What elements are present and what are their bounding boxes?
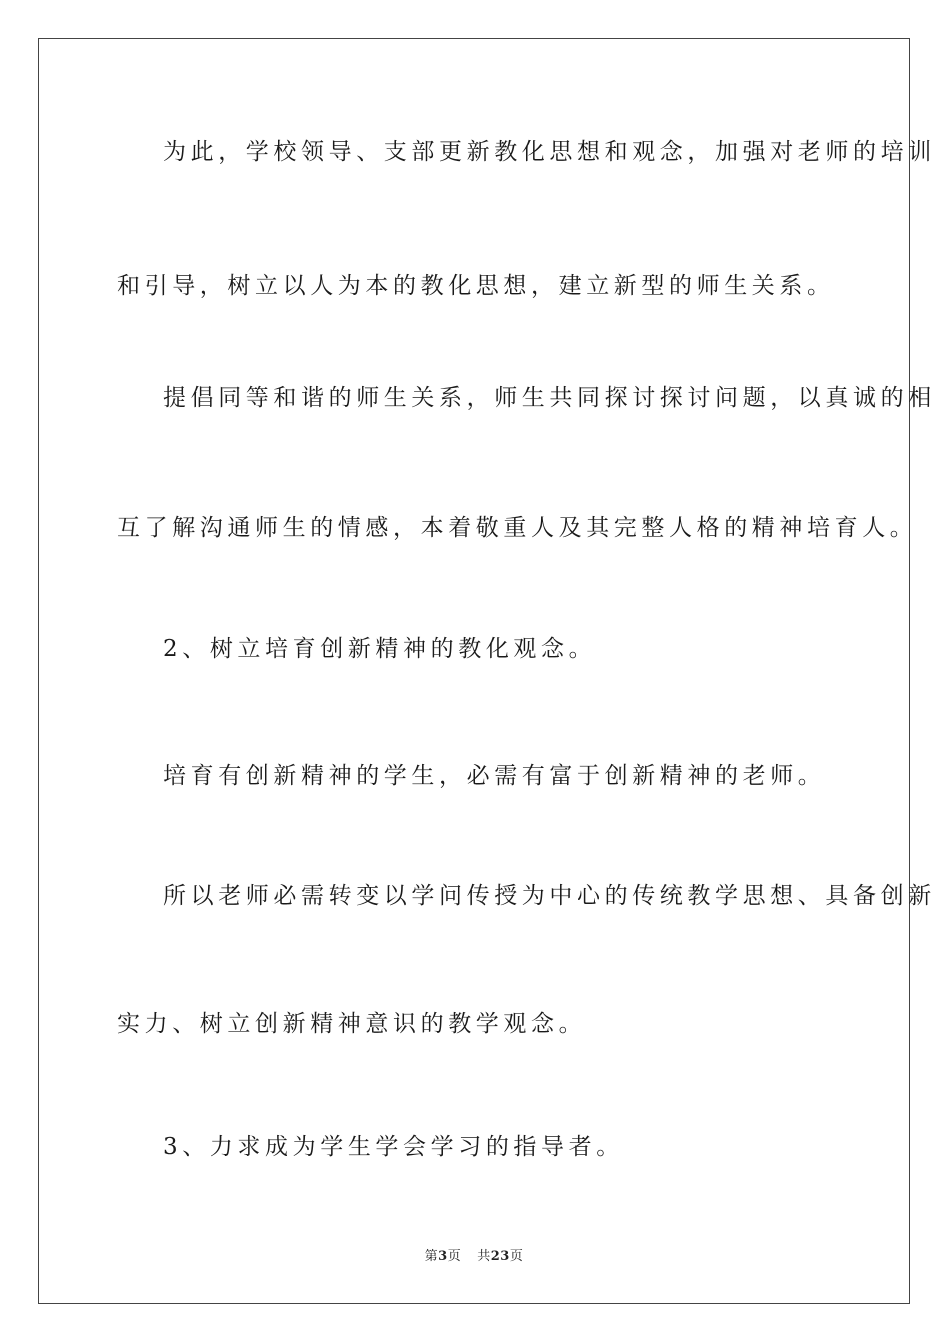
total-pages-number: 23: [490, 1249, 510, 1264]
total-prefix: 共: [477, 1249, 491, 1264]
page-suffix: 页: [447, 1249, 462, 1264]
paragraph-line-4: 互了解沟通师生的情感，本着敬重人及其完整人格的精神培育人。: [117, 515, 918, 541]
paragraph-line-9: 3、力求成为学生学会学习的指导者。: [163, 1134, 624, 1160]
current-page-number: 3: [438, 1249, 448, 1264]
paragraph-line-8: 实力、树立创新精神意识的教学观念。: [117, 1011, 587, 1037]
paragraph-line-6: 培育有创新精神的学生，必需有富于创新精神的老师。: [163, 763, 826, 789]
paragraph-line-1: 为此，学校领导、支部更新教化思想和观念，加强对老师的培训: [163, 139, 936, 165]
paragraph-line-2: 和引导，树立以人为本的教化思想，建立新型的师生关系。: [117, 273, 835, 299]
paragraph-line-3: 提倡同等和谐的师生关系，师生共同探讨探讨问题，以真诚的相: [163, 385, 936, 411]
page-frame: [38, 38, 936, 1304]
paragraph-line-7: 所以老师必需转变以学问传授为中心的传统教学思想、具备创新: [163, 883, 936, 909]
page-prefix: 第: [424, 1249, 439, 1264]
page-footer: [39, 1248, 909, 1266]
total-suffix: 页: [509, 1249, 524, 1264]
paragraph-line-5: 2、树立培育创新精神的教化观念。: [163, 636, 597, 662]
